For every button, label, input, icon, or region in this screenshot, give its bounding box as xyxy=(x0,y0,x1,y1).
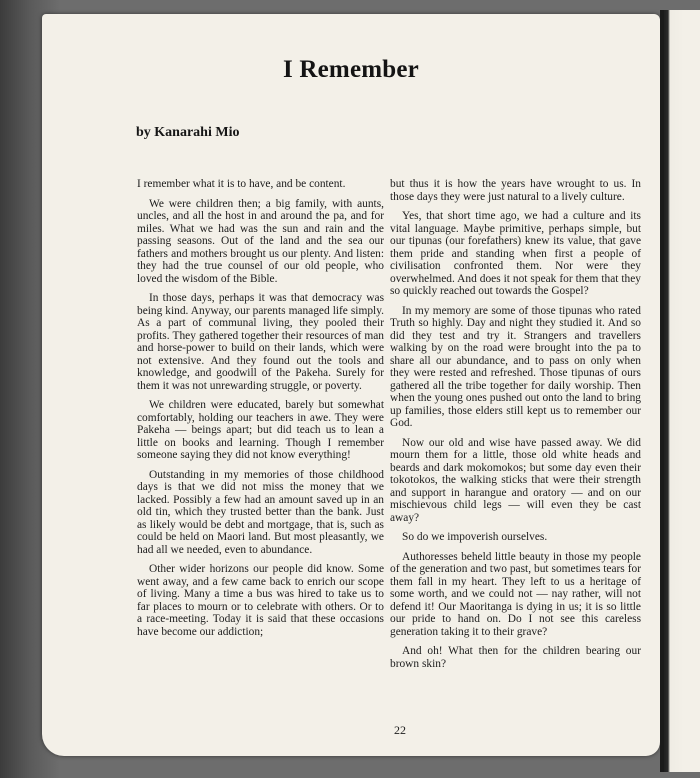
paragraph: In my memory are some of those tipunas who rated Truth so highly. Day and night they studied it. And so did they test and try it. Strangers and travellers walking by on the road were brought into the pa to share all our abundance, and to pass on only when they were rested and refreshed. Those tipunas of ours gathered all the tribe together for daily worship. Then when the young ones pushed out onto the land to bring up families, those elders still kept us to remember our God. xyxy=(390,304,641,429)
right-column xyxy=(390,178,641,677)
paragraph: So do we impoverish ourselves. xyxy=(402,531,548,543)
paragraph: In those days, perhaps it was that democracy was being kind. Anyway, our parents managed life simply. As a part of communal living, they pooled their profits. They gathered together their resources of man and horse-power to build on their lands, which were not extensive. And they found out the tools and knowledge, and goodwill of the Pakeha. Surely for them it was not unrewarding struggle, or poverty. xyxy=(137,292,384,392)
paragraph: but thus it is how the years have wrought to us. In those days they were just natural to a lively culture. xyxy=(390,178,641,203)
paragraph: Outstanding in my memories of those childhood days is that we did not miss the money that we lacked. Possibly a few had an amount saved up in an old tin, which they trusted better than the bank. Just as likely would be debt and mortgage, that is, such as could be held on Maori land. But most pleasantly, we had all we needed, even to abundance. xyxy=(137,468,384,556)
page-number: 22 xyxy=(394,723,406,737)
paragraph: I remember what it is to have, and be content. xyxy=(137,178,346,190)
paragraph: We were children then; a big family, with aunts, uncles, and all the host in and around the pa, and for miles. What we had was the sun and rain and the passing seasons. Out of the land and the sea our fathers and mothers brought us our plenty. And listen: they had the true counsel of our old people, who loved the wisdom of the Bible. xyxy=(137,197,384,285)
paragraph: Authoresses beheld little beauty in those my people of the generation and two past, but sometimes tears for them fall in my heart. They left to us a heritage of some worth, and we could not — nay rather, will not defend it! Our Maoritanga is dying in us; it is so little our pride to hand on. Do I not see this careless generation taking it to their grave? xyxy=(390,550,641,638)
paragraph: We children were educated, barely but somewhat comfortably, holding our teachers in awe. They were Pakeha — beings apart; but did teach us to lean a little on books and learning. Though I remember someone saying they did not know everything! xyxy=(137,399,384,461)
paragraph: Yes, that short time ago, we had a culture and its vital language. Maybe primitive, perhaps simple, but our tipunas (our forefathers) knew its value, that gave them pride and standing when first a people of civilisation confronted them. Nor were they overwhelmed. And does it not speak for them that they so quickly reached out towards the Gospel? xyxy=(390,210,641,297)
paragraph: Other wider horizons our people did know. Some went away, and a few came back to enrich our scope of living. Many a time a bus was hired to take us to far places to mourn or to celebrate with others. Or to a race-meeting. Today it is said that these occasions have become our addiction; xyxy=(137,563,384,638)
article-byline: by Kanarahi Mio xyxy=(136,125,240,140)
paragraph: Now our old and wise have passed away. We did mourn them for a little, those old white heads and beards and dark mokomokos; but some day even their tokotokos, the walking sticks that were their strength and support in harangue and oratory — and on our mischievous child legs — will even they be cast away? xyxy=(390,436,641,524)
facing-page-edge xyxy=(664,10,700,772)
left-column xyxy=(137,178,384,645)
article-title: I Remember xyxy=(283,56,419,83)
paragraph: And oh! What then for the children bearing our brown skin? xyxy=(390,645,641,670)
